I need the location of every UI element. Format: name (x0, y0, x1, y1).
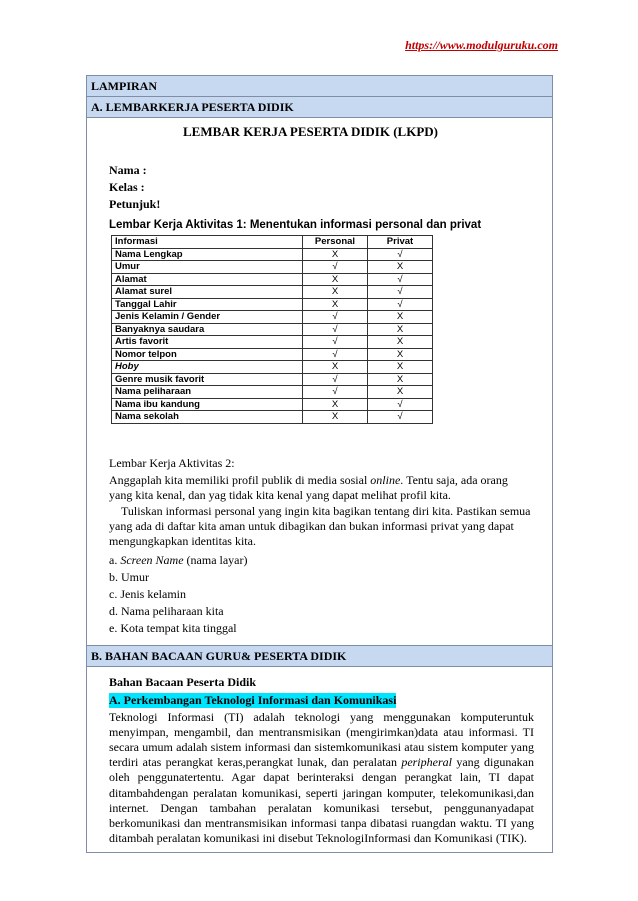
activity2-paragraph-2: Tuliskan informasi personal yang ingin kita bagikan tentang diri kita. Pastikan semua yang ada di daftar kita aman untuk dibagikan dan bukan informasi privat yang dapat mengungkapkan identitas kita. (109, 503, 531, 548)
cell-informasi: Nama ibu kandung (112, 398, 303, 411)
activity2-p1-start: Anggaplah kita memiliki profil publik di media sosial (109, 472, 371, 487)
col-informasi: Informasi (112, 236, 303, 249)
bahan-title: Bahan Bacaan Peserta Didik (109, 674, 257, 689)
bahan-body (109, 710, 534, 853)
cell-personal: √ (303, 386, 368, 399)
cell-personal: √ (303, 311, 368, 324)
table-row (112, 398, 433, 411)
lkpd-title: LEMBAR KERJA PESERTA DIDIK (LKPD) (183, 124, 438, 139)
activity2-p1-emphasis: online (370, 472, 401, 487)
col-personal: Personal (303, 236, 368, 249)
table-row (112, 386, 433, 399)
cell-personal: X (303, 273, 368, 286)
activity2-paragraph-1 (109, 473, 534, 503)
cell-personal: X (303, 286, 368, 299)
list-item: e. Kota tempat kita tinggal (109, 620, 237, 635)
activity2-list (109, 552, 534, 645)
table-row (112, 361, 433, 374)
info-table (111, 235, 433, 424)
kelas-label: Kelas : (109, 180, 145, 194)
cell-privat: X (368, 386, 433, 399)
cell-privat: √ (368, 298, 433, 311)
cell-privat: X (368, 323, 433, 336)
list-item (109, 552, 534, 569)
cell-informasi: Jenis Kelamin / Gender (112, 311, 303, 324)
activity2-title: Lembar Kerja Aktivitas 2: (109, 455, 235, 470)
cell-privat: X (368, 373, 433, 386)
table-row (112, 273, 433, 286)
cell-privat: √ (368, 248, 433, 261)
cell-personal: X (303, 298, 368, 311)
cell-privat: √ (368, 286, 433, 299)
activity2-p1-end: . Tentu saja, ada orang yang kita kenal, dan yag tidak kita kenal yang dapat melihat profil kita. (109, 472, 508, 502)
cell-informasi: Genre musik favorit (112, 373, 303, 386)
table-row (112, 411, 433, 424)
bahan-body-start: Teknologi Informasi (TI) adalah teknologi yang menggunakan komputeruntuk menyimpan, mengambil, dan mentransmisikan (mengirimkan)data atau informasi. TI secara umum adalah sistem informasi dan sistemkomunikasi atau sistem komputer yang terdiri atas perangkat keras,perangkat lunak, dan peralatan (109, 709, 534, 770)
cell-privat: X (368, 336, 433, 349)
cell-informasi: Nama sekolah (112, 411, 303, 424)
petunjuk-label: Petunjuk! (109, 197, 161, 211)
bahan-body-end: yang digunakan oleh penggunatertentu. Agar dapat berinteraksi dengan perangkat lain, TI dapat ditambahdengan peralatan komunikasi, seperti jaringan komputer, telekomunikasi,dan internet. Dengan tambahan peralatan komunikasi tersebut, penggunanyadapat berkomunikasi dan mentransmisikan informasi tanpa dibatasi ruangdan waktu. TI yang ditambah peralatan komunikasi ini disebut TeknologiInformasi dan Komunikasi (TIK). (109, 755, 534, 846)
list-item-emphasis: Screen Name (120, 552, 184, 567)
cell-privat: √ (368, 411, 433, 424)
table-row (112, 348, 433, 361)
cell-informasi: Umur (112, 261, 303, 274)
cell-personal: X (303, 411, 368, 424)
section-b-content (87, 667, 552, 853)
list-item: c. Jenis kelamin (109, 586, 186, 601)
table-row (112, 261, 433, 274)
table-row (112, 373, 433, 386)
cell-informasi: Nomor telpon (112, 348, 303, 361)
lampiran-heading: LAMPIRAN (87, 76, 552, 97)
nama-label: Nama : (109, 163, 147, 177)
cell-informasi: Nama Lengkap (112, 248, 303, 261)
cell-informasi: Alamat (112, 273, 303, 286)
activity1-title: Lembar Kerja Aktivitas 1: Menentukan informasi personal dan privat (109, 219, 482, 231)
cell-personal: √ (303, 323, 368, 336)
cell-privat: X (368, 311, 433, 324)
cell-informasi: Hoby (112, 361, 303, 374)
info-table-header-row (112, 236, 433, 249)
cell-informasi: Alamat surel (112, 286, 303, 299)
lampiran-frame (86, 75, 553, 853)
cell-informasi: Banyaknya saudara (112, 323, 303, 336)
cell-privat: √ (368, 273, 433, 286)
cell-personal: √ (303, 373, 368, 386)
list-item-prefix: a. (109, 552, 121, 567)
list-item: d. Nama peliharaan kita (109, 603, 224, 618)
col-privat: Privat (368, 236, 433, 249)
bahan-subtitle-highlight: A. Perkembangan Teknologi Informasi dan Komunikasi (109, 692, 397, 707)
list-item-suffix: (nama layar) (183, 552, 248, 567)
cell-personal: X (303, 248, 368, 261)
list-item: b. Umur (109, 569, 149, 584)
table-row (112, 323, 433, 336)
table-row (112, 311, 433, 324)
cell-privat: X (368, 361, 433, 374)
cell-personal: √ (303, 348, 368, 361)
table-row (112, 248, 433, 261)
cell-personal: √ (303, 336, 368, 349)
section-a-content (87, 118, 552, 645)
cell-privat: X (368, 348, 433, 361)
section-a-heading: A. LEMBARKERJA PESERTA DIDIK (87, 97, 552, 118)
table-row (112, 298, 433, 311)
cell-privat: X (368, 261, 433, 274)
section-b-heading: B. BAHAN BACAAN GURU& PESERTA DIDIK (87, 645, 552, 667)
source-url-link[interactable]: https://www.modulguruku.com (405, 38, 558, 52)
cell-informasi: Tanggal Lahir (112, 298, 303, 311)
cell-personal: X (303, 361, 368, 374)
cell-informasi: Nama peliharaan (112, 386, 303, 399)
table-row (112, 336, 433, 349)
cell-personal: √ (303, 261, 368, 274)
table-row (112, 286, 433, 299)
bahan-body-emphasis: peripheral (401, 755, 452, 770)
cell-privat: √ (368, 398, 433, 411)
cell-informasi: Artis favorit (112, 336, 303, 349)
cell-personal: X (303, 398, 368, 411)
